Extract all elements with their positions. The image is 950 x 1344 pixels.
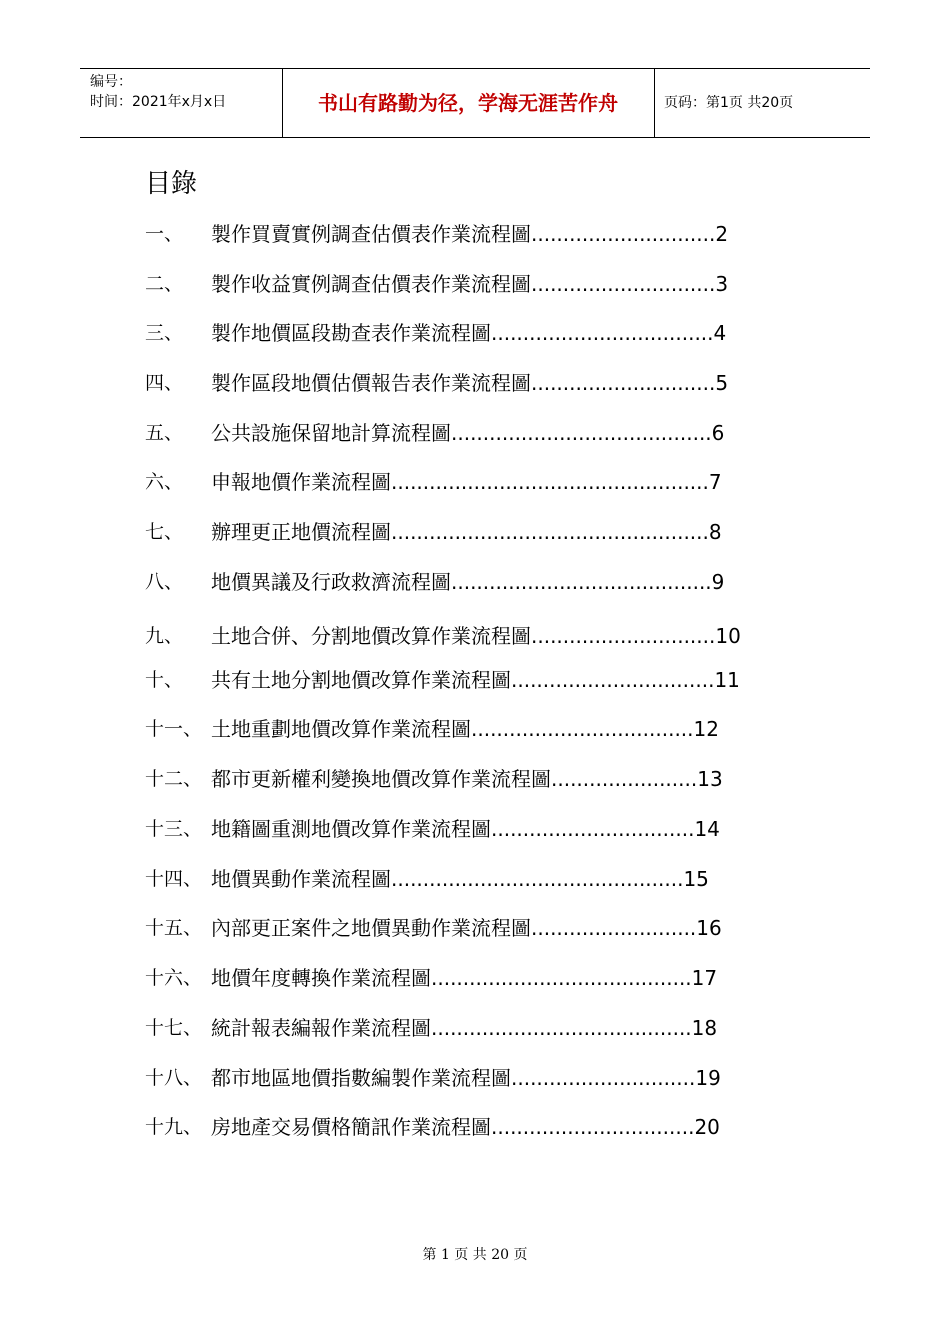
toc-leader-dots: ............................. (531, 222, 716, 246)
toc-entry-title: 共有土地分割地價改算作業流程圖 (211, 668, 511, 692)
toc-entry-title: 地價年度轉換作業流程圖 (211, 966, 431, 990)
header-page-info: 页码：第1页 共20页 (664, 95, 794, 111)
toc-entry-number: 七、 (145, 521, 184, 543)
toc-entry-number: 十三、 (145, 818, 203, 840)
toc-entry-number: 十五、 (145, 917, 203, 939)
toc-leader-dots: ................................ (491, 1115, 695, 1139)
toc-entry-page: 2 (715, 222, 729, 246)
toc-entry-number: 八、 (145, 571, 184, 593)
toc-entry-page: 12 (693, 717, 719, 741)
toc-entry-number: 十六、 (145, 967, 203, 989)
toc-entry-title: 地價異議及行政救濟流程圖 (211, 570, 451, 594)
page-header (80, 68, 870, 138)
toc-leader-dots: ............................. (531, 371, 716, 395)
toc-leader-dots: ......................................... (451, 421, 712, 445)
toc-entry-title: 製作收益實例調查估價表作業流程圖 (211, 272, 531, 296)
toc-leader-dots: .................................................. (391, 520, 709, 544)
toc-entry-page: 15 (683, 867, 709, 891)
toc-entry-page: 17 (691, 966, 718, 990)
toc-entry-title: 公共設施保留地計算流程圖 (211, 421, 451, 445)
toc-entry-page: 18 (691, 1016, 718, 1040)
toc-entry-page: 14 (694, 817, 720, 841)
toc-entry-number: 十、 (145, 669, 184, 691)
toc-leader-dots: ................................ (491, 817, 695, 841)
toc-entry-title: 內部更正案件之地價異動作業流程圖 (211, 916, 531, 940)
toc-entry-page: 20 (694, 1115, 720, 1139)
toc-entry-number: 十二、 (145, 768, 203, 790)
toc-entry-page: 10 (715, 624, 741, 648)
toc-entry-title: 申報地價作業流程圖 (211, 470, 391, 494)
toc-entry-title: 辦理更正地價流程圖 (211, 520, 391, 544)
toc-leader-dots: ................................... (471, 717, 694, 741)
toc-entry-number: 十四、 (145, 868, 203, 890)
toc-entry-number: 十八、 (145, 1067, 203, 1089)
toc-entry-page: 13 (697, 767, 723, 791)
toc-entry-title: 製作地價區段勘查表作業流程圖 (211, 321, 491, 345)
toc-entry-number: 十一、 (145, 718, 203, 740)
toc-leader-dots: ......................................... (431, 966, 692, 990)
toc-entry-page: 6 (711, 421, 725, 445)
toc-entry-number: 十七、 (145, 1017, 203, 1039)
header-divider (654, 69, 655, 137)
toc-entry-page: 9 (711, 570, 725, 594)
toc-entry-number: 六、 (145, 471, 184, 493)
toc-entry-page: 11 (714, 668, 740, 692)
toc-entry-page: 3 (715, 272, 729, 296)
number-label: 编号： (90, 74, 132, 90)
toc-entry-title: 統計報表編報作業流程圖 (211, 1016, 431, 1040)
toc-leader-dots: ......................................... (431, 1016, 692, 1040)
toc-entry-page: 4 (713, 321, 727, 345)
toc-leader-dots: ....................... (551, 767, 698, 791)
toc-entry-number: 五、 (145, 422, 184, 444)
toc-leader-dots: ............................. (531, 272, 716, 296)
header-motto: 书山有路勤为径，学海无涯苦作舟 (318, 91, 618, 115)
toc-entry-title: 土地重劃地價改算作業流程圖 (211, 717, 471, 741)
toc-entry-number: 十九、 (145, 1116, 203, 1138)
toc-entry-title: 地價異動作業流程圖 (211, 867, 391, 891)
toc-leader-dots: .................................................. (391, 470, 709, 494)
header-meta (90, 72, 226, 112)
toc-entry-number: 九、 (145, 625, 184, 647)
toc-entry-title: 都市更新權利變換地價改算作業流程圖 (211, 767, 551, 791)
page-footer: 第 1 页 共 20 页 (422, 1247, 528, 1263)
toc-entry-number: 二、 (145, 273, 184, 295)
toc-leader-dots: .......................... (531, 916, 697, 940)
toc-entry-number: 四、 (145, 372, 184, 394)
date-label: 时间：2021年x月x日 (90, 94, 227, 110)
toc-entry-title: 都市地區地價指數編製作業流程圖 (211, 1066, 511, 1090)
toc-entry-title: 製作區段地價估價報告表作業流程圖 (211, 371, 531, 395)
toc-entry-page: 7 (708, 470, 722, 494)
toc-entry-title: 房地產交易價格簡訊作業流程圖 (211, 1115, 491, 1139)
toc-leader-dots: ............................. (531, 624, 716, 648)
toc-leader-dots: ................................ (511, 668, 715, 692)
toc-title: 目錄 (145, 169, 198, 199)
toc-leader-dots: ......................................... (451, 570, 712, 594)
toc-entry-number: 一、 (145, 223, 184, 245)
toc-entry-number: 三、 (145, 322, 184, 344)
toc-leader-dots: .............................................. (391, 867, 684, 891)
toc-entry-page: 8 (708, 520, 722, 544)
toc-entry-page: 16 (696, 916, 722, 940)
toc-entry-title: 地籍圖重測地價改算作業流程圖 (211, 817, 491, 841)
toc-leader-dots: ............................. (511, 1066, 696, 1090)
toc-entry-title: 製作買賣實例調查估價表作業流程圖 (211, 222, 531, 246)
toc-entry-page: 19 (695, 1066, 721, 1090)
toc-leader-dots: ................................... (491, 321, 714, 345)
toc-entry-title: 土地合併、分割地價改算作業流程圖 (211, 624, 531, 648)
toc-entry-page: 5 (715, 371, 729, 395)
